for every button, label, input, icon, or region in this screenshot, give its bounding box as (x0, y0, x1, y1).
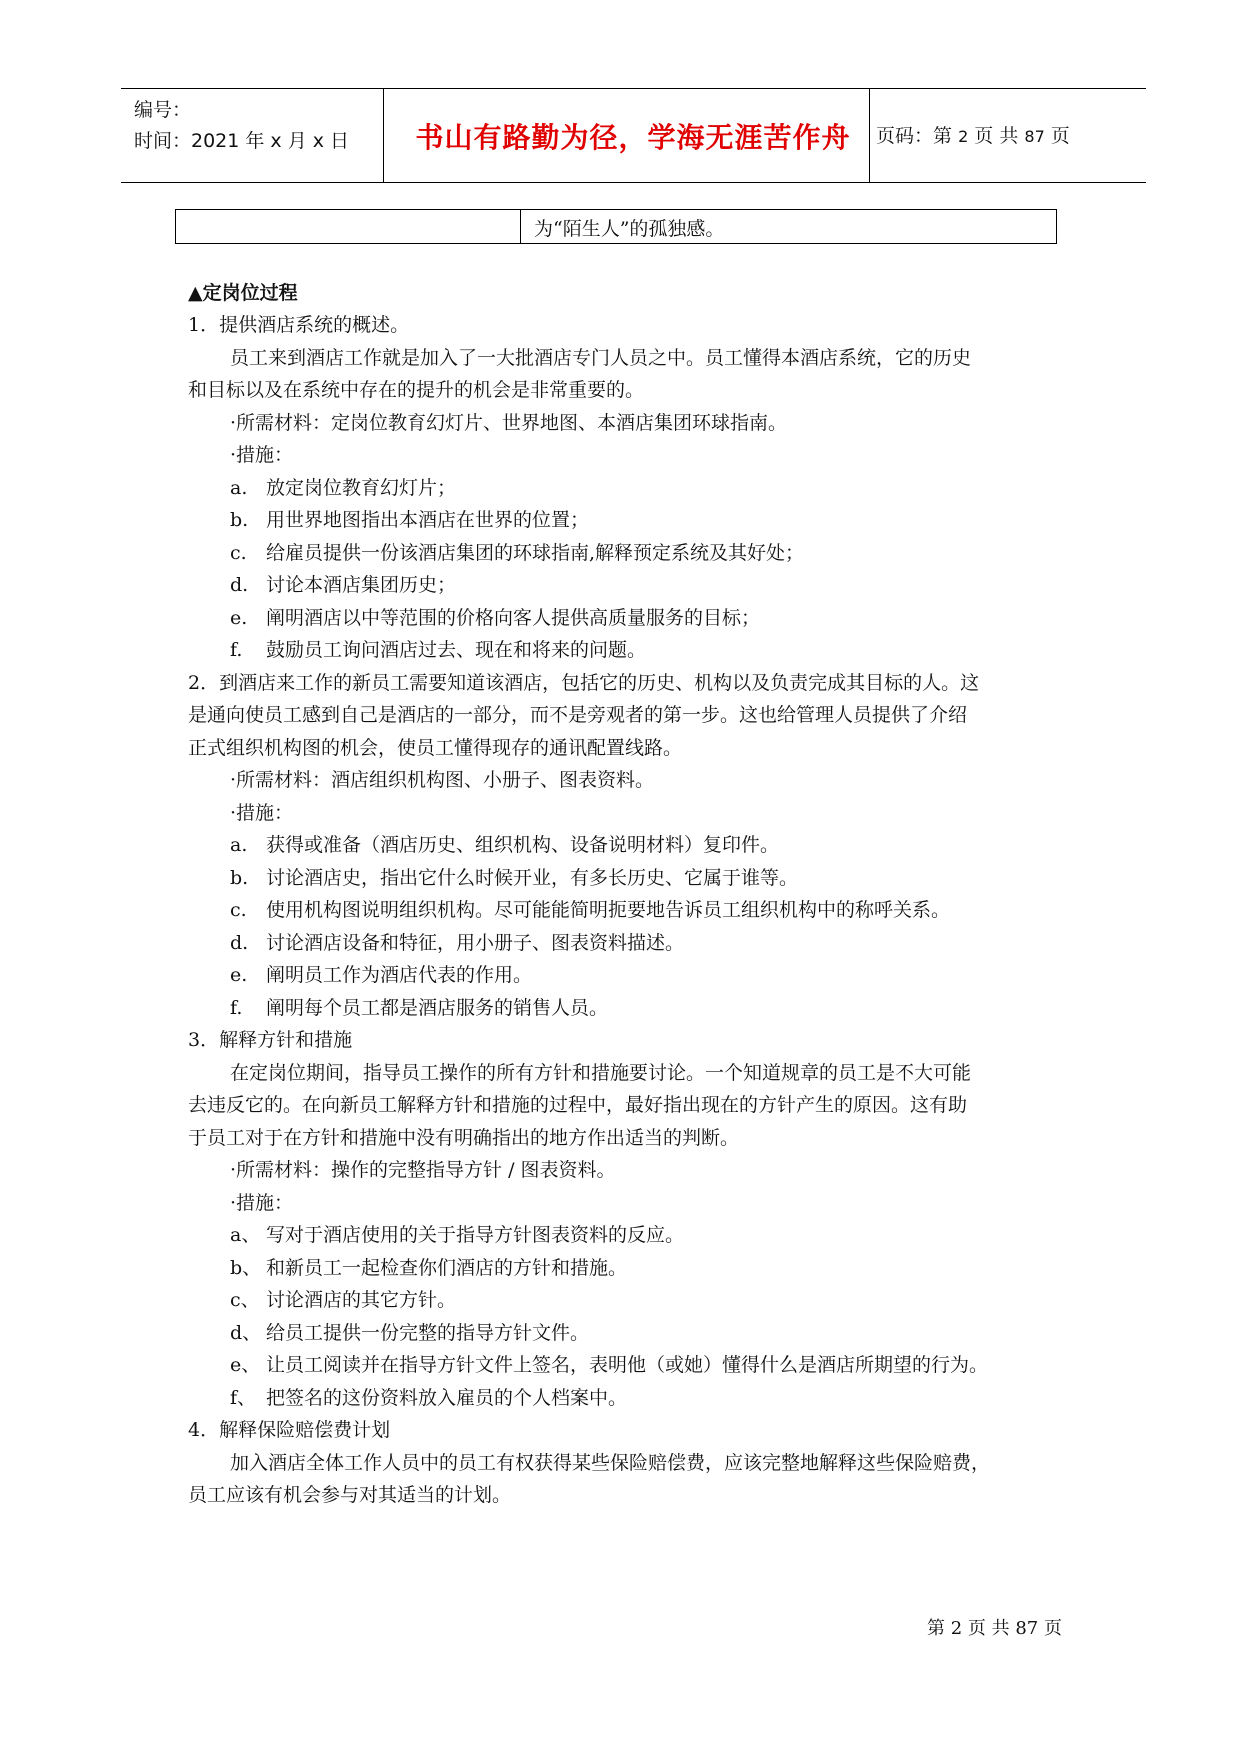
step-item (188, 504, 1088, 537)
step-item (188, 1219, 1088, 1252)
page-header (121, 88, 1146, 183)
step-text: 放定岗位教育幻灯片； (266, 476, 457, 499)
step-item (188, 537, 1088, 570)
step-label: f. (230, 996, 243, 1019)
page-number: 2 (958, 127, 969, 146)
step-text: 阐明员工作为酒店代表的作用。 (266, 964, 533, 986)
paragraph-line: 去违反它的。在向新员工解释方针和措施的过程中，最好指出现在的方针产生的原因。这有助 (188, 1094, 968, 1116)
table-cell-text: 为“陌生人”的孤独感。 (534, 218, 725, 240)
step-label: b. (230, 866, 249, 889)
step-text: 讨论本酒店集团历史； (266, 574, 457, 596)
step-item (188, 1382, 1088, 1415)
step-label: a. (230, 476, 248, 499)
step-text: 讨论酒店设备和特征，用小册子、图表资料描述。 (266, 931, 685, 954)
step-item (188, 634, 1088, 667)
page-footer: 第 2 页 共 87 页 (927, 1618, 1062, 1639)
item-heading-line: 2．到酒店来工作的新员工需要知道该酒店，包括它的历史、机构以及负责完成其目标的人。这 (188, 671, 980, 694)
step-text: 使用机构图说明组织机构。尽可能能简明扼要地告诉员工组织机构中的称呼关系。 (266, 899, 951, 921)
item-heading: 4．解释保险赔偿费计划 (188, 1419, 391, 1441)
list-item (188, 309, 1088, 667)
step-text: 让员工阅读并在指导方针文件上签名，表明他（或她）懂得什么是酒店所期望的行为。 (266, 1354, 989, 1376)
materials-line: ·所需材料：操作的完整指导方针 / 图表资料。 (230, 1159, 616, 1181)
paragraph-line: 于员工对于在方针和措施中没有明确指出的地方作出适当的判断。 (188, 1126, 740, 1149)
header-meta (134, 95, 349, 157)
measures-label: ·措施： (230, 1191, 294, 1214)
item-heading: 3．解释方针和措施 (188, 1029, 353, 1051)
item-heading: 1．提供酒店系统的概述。 (188, 314, 410, 336)
step-item (188, 992, 1088, 1025)
table-cell-divider (520, 210, 521, 243)
step-item (188, 569, 1088, 602)
header-motto: 书山有路勤为径，学海无涯苦作舟 (415, 121, 851, 154)
step-text: 给员工提供一份完整的指导方针文件。 (266, 1321, 590, 1344)
step-text: 讨论酒店的其它方针。 (266, 1289, 457, 1311)
item-heading-line: 是通向使员工感到自己是酒店的一部分，而不是旁观者的第一步。这也给管理人员提供了介绍 (188, 704, 968, 726)
step-item (188, 1252, 1088, 1285)
step-label: c. (230, 541, 247, 564)
step-text: 鼓励员工询问酒店过去、现在和将来的问题。 (266, 639, 647, 661)
document-body (188, 277, 1088, 1512)
step-label: d. (230, 574, 249, 596)
paragraph-line: 加入酒店全体工作人员中的员工有权获得某些保险赔偿费，应该完整地解释这些保险赔费， (230, 1451, 991, 1474)
list-item (188, 1414, 1088, 1512)
page-total: 87 (1024, 127, 1045, 146)
page-mid: 页 共 (974, 125, 1019, 147)
step-item (188, 602, 1088, 635)
step-text: 阐明酒店以中等范围的价格向客人提供高质量服务的目标； (266, 606, 761, 629)
materials-line: ·所需材料：定岗位教育幻灯片、世界地图、本酒店集团环球指南。 (230, 411, 788, 434)
step-label: f. (230, 639, 243, 661)
list-item (188, 667, 1088, 1025)
step-label: a. (230, 834, 248, 856)
step-item (188, 959, 1088, 992)
step-label: a、 (230, 1224, 261, 1246)
step-item (188, 862, 1088, 895)
item-list (188, 309, 1088, 1512)
step-text: 把签名的这份资料放入雇员的个人档案中。 (266, 1386, 628, 1409)
step-label: b、 (230, 1256, 262, 1279)
step-label: b. (230, 509, 249, 531)
paragraph-line: 和目标以及在系统中存在的提升的机会是非常重要的。 (188, 379, 645, 401)
step-item (188, 894, 1088, 927)
paragraph-line: 员工来到酒店工作就是加入了一大批酒店专门人员之中。员工懂得本酒店系统，它的历史 (230, 346, 972, 369)
measures-label: ·措施： (230, 444, 294, 466)
step-text: 用世界地图指出本酒店在世界的位置； (266, 509, 590, 531)
step-text: 获得或准备（酒店历史、组织机构、设备说明材料）复印件。 (266, 834, 780, 856)
step-label: e. (230, 964, 248, 986)
number-label: 编号： (134, 99, 192, 121)
step-label: d. (230, 931, 249, 954)
time-label: 时间：2021 年 x 月 x 日 (134, 130, 350, 152)
step-label: f、 (230, 1386, 257, 1409)
paragraph-line: 员工应该有机会参与对其适当的计划。 (188, 1484, 512, 1506)
materials-line: ·所需材料：酒店组织机构图、小册子、图表资料。 (230, 769, 655, 791)
step-label: c. (230, 899, 247, 921)
step-item (188, 1317, 1088, 1350)
page-suffix: 页 (1050, 125, 1070, 147)
list-item (188, 1024, 1088, 1414)
measures-label: ·措施： (230, 801, 294, 824)
step-label: e、 (230, 1354, 261, 1376)
step-item (188, 927, 1088, 960)
page-prefix: 页码：第 (876, 125, 953, 147)
step-item (188, 829, 1088, 862)
section-title: ▲定岗位过程 (188, 282, 298, 304)
step-label: e. (230, 606, 248, 629)
paragraph-line: 在定岗位期间，指导员工操作的所有方针和措施要讨论。一个知道规章的员工是不大可能 (230, 1061, 972, 1084)
header-page-info (876, 121, 1070, 148)
step-item (188, 1349, 1088, 1382)
step-text: 讨论酒店史，指出它什么时候开业，有多长历史、它属于谁等。 (266, 866, 799, 889)
step-text: 阐明每个员工都是酒店服务的销售人员。 (266, 996, 609, 1019)
step-text: 和新员工一起检查你们酒店的方针和措施。 (266, 1256, 628, 1279)
step-text: 写对于酒店使用的关于指导方针图表资料的反应。 (266, 1224, 685, 1246)
step-item (188, 1284, 1088, 1317)
item-heading-line: 正式组织机构图的机会，使员工懂得现存的通讯配置线路。 (188, 736, 683, 759)
table-row (175, 209, 1057, 244)
step-item (188, 472, 1088, 505)
step-text: 给雇员提供一份该酒店集团的环球指南,解释预定系统及其好处； (266, 541, 805, 564)
step-label: c、 (230, 1289, 260, 1311)
step-label: d、 (230, 1321, 262, 1344)
